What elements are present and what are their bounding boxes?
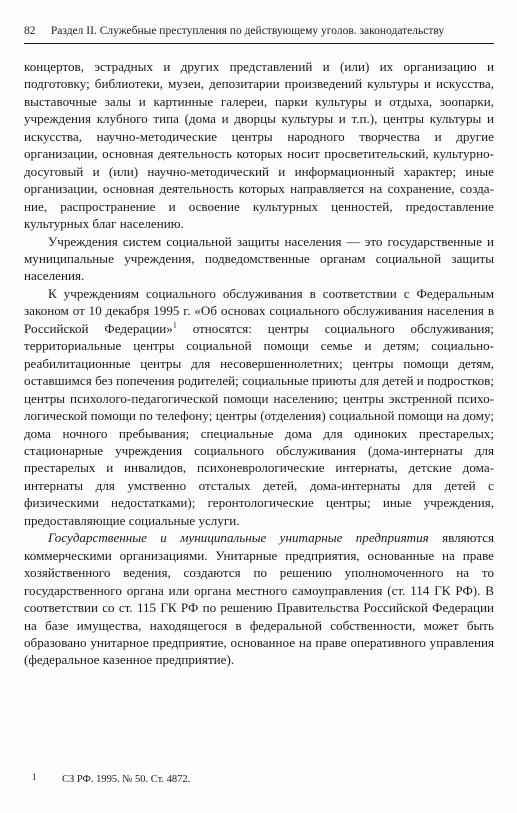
paragraph-2-text: Учреждения систем социальной защиты населения — это государственные и муниципальные учреждения, подведомственные органам социальной защиты населения. <box>24 233 494 284</box>
body-text <box>24 58 494 669</box>
paragraph-unitary-enterprises <box>24 529 494 669</box>
footnote <box>24 770 494 787</box>
page-number: 82 <box>24 25 36 37</box>
header-rule <box>24 43 494 44</box>
page-header <box>24 22 494 40</box>
paragraph-4-italic-term: Государственные и муниципальные унитарные предприятия <box>48 530 429 546</box>
footnote-reference: 1 <box>172 320 177 330</box>
footnote-text: СЗ РФ. 1995. № 50. Ст. 4872. <box>62 774 191 785</box>
footnote-number: 1 <box>32 772 37 782</box>
paragraph-3-text-before: К учреждениям социального обслуживания в соответствии с Федеральным законом от 10 декабря 1995 г. «Об основах социального обслуживания населения в Российской Федерации» <box>24 285 494 336</box>
paragraph-4-text: являются коммерческими организациями. Унитарные предприятия, основанные на праве хозяйственного ведения, создаются по решению уполномоченного на то государственного органа или органа местного самоуправления (ст. 114 ГК РФ). В соответствии со ст. 115 ГК РФ по решению Правительства Российской Федерации на базе имущества, находящегося в федеральной собственности, может быть образовано унитарное предприятие, основанное на праве оперативного управления (федеральное казенное предприятие). <box>24 530 494 668</box>
paragraph-culture-institutions <box>24 58 494 233</box>
paragraph-1-text: концертов, эстрадных и других представлений и (или) их организацию и подготовку; библиотеки, музеи, депозитарии произведений культуры и искусства, выставочные залы и картинные галереи, парки культуры и отдыха, зоопарки, учреждения клубного типа (дома и дворцы культуры и т.п.), центры культуры и искусства, научно-методические центры народного творчества и другие организации, основная деятельность которых носит просветительский, культурно-досуговый и (или) научно-методический и информационный характер; иные организации, основная деятельность которых направляется на сохранение, создание, распространение и освоение культурных ценностей, предоставление культурных благ населению. <box>24 59 494 232</box>
running-title: Раздел II. Служебные преступления по действующему уголов. законодательству <box>50 25 445 37</box>
paragraph-3-text-after: относятся: центры социального обслуживания; территориальные центры социальной помощи семье и детям; социально-реабилитационные центры для несовершеннолетних; центры помощи детям, оставшимся без попечения родителей; социальные приюты для детей и подростков; центры психолого-педагогической помощи населению; центры экстренной психологической помощи по телефону; центры (отделения) социальной помощи на дому; дома ночного пребывания; специальные дома для одиноких престарелых; стационарные учреждения социального обслуживания (дома-интернаты для престарелых и инвалидов, психоневрологические интернаты, детские дома-интернаты для умственно отсталых детей, дома-интернаты для детей с физическими недостатками); геронтологические центры; иные учреждения, предоставляющие социальные услуги. <box>24 320 495 528</box>
paragraph-social-services <box>24 285 494 529</box>
paragraph-social-protection <box>24 233 494 285</box>
